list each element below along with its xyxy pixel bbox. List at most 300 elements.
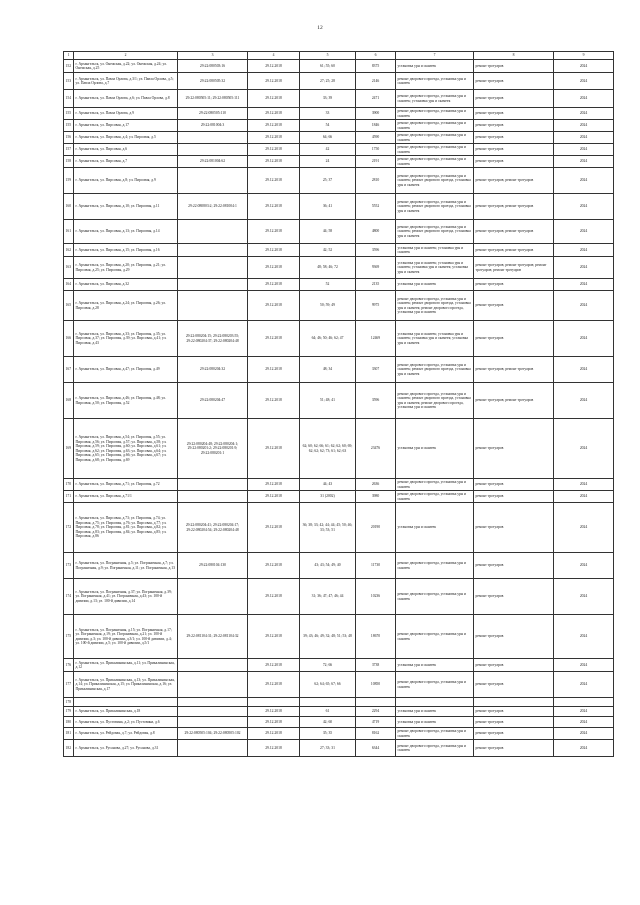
row-number: 156 (64, 132, 74, 144)
area-cell: 12469 (356, 321, 396, 357)
address-cell: г. Архангельск, ул. Пирсовая, д.10; ул. Пирсовая, д.11 (74, 194, 178, 220)
additional-works-cell: ремонт тротуаров; ремонт тротуаров; ремонт тротуаров; ремонт тротуаров (474, 257, 554, 279)
year-cell: 2024 (554, 156, 614, 168)
row-number: 169 (64, 419, 74, 479)
address-cell: г. Архангельск, ул. Пустовина, д.2; ул. Пустовина, д.6 (74, 717, 178, 728)
address-cell: г. Архангельск, ул. Пирсовая, д.4; ул. Пирсовая, д.5 (74, 132, 178, 144)
works-cell: ремонт дворового проезда, установка урн и скамеек (396, 132, 474, 144)
house-numbers-cell: 43; 43; 54; 49; 40 (300, 553, 356, 579)
house-numbers-cell: 42; 60 (300, 717, 356, 728)
row-number: 170 (64, 479, 74, 491)
house-numbers-cell: 48; 34 (300, 357, 356, 383)
works-cell: установка урн и скамеек (396, 707, 474, 717)
house-numbers-cell: 36; 41 (300, 194, 356, 220)
column-header-9: 9 (554, 52, 614, 60)
house-numbers-cell: 61 (300, 707, 356, 717)
page-number: 12 (317, 25, 323, 31)
additional-works-cell: ремонт тротуаров (474, 579, 554, 615)
row-number: 161 (64, 220, 74, 244)
row-number: 174 (64, 579, 74, 615)
table-row (64, 220, 614, 244)
column-header-2: 2 (74, 52, 178, 60)
area-cell: 8375 (356, 60, 396, 73)
works-cell: установка урн и скамеек; установка урн и скамеек; установка урн и скамеек; установка урн и скамеек (396, 321, 474, 357)
column-header-5: 5 (300, 52, 356, 60)
cadastral-cell: 29:22:081004:3 (178, 120, 248, 132)
house-numbers-cell (300, 698, 356, 707)
date-cell: 29.12.2018 (248, 553, 300, 579)
row-number: 152 (64, 60, 74, 73)
year-cell: 2024 (554, 672, 614, 698)
address-cell: г. Архангельск, ул. Пирсовая, д.20; ул. Пирсовая, д.21; ул. Пирсовая, д.25; ул. Пирсовая, д.29 (74, 257, 178, 279)
address-cell: г. Архангельск, ул. Пирсовая, д.71/1 (74, 491, 178, 503)
row-number: 180 (64, 717, 74, 728)
row-number: 177 (64, 672, 74, 698)
additional-works-cell: ремонт тротуаров (474, 108, 554, 120)
year-cell: 2024 (554, 491, 614, 503)
area-cell: 6344 (356, 740, 396, 757)
house-numbers-cell: 44; 58 (300, 220, 356, 244)
works-cell: ремонт дворового проезда, установка урн и скамеек (396, 156, 474, 168)
additional-works-cell: ремонт тротуаров (474, 659, 554, 672)
works-cell: ремонт дворового проезда, установка урн и скамеек; ремонт дворового проезда, установка урн и скамеек; ремонт дворового проезда, установка урн и скамеек (396, 291, 474, 321)
additional-works-cell: ремонт тротуаров (474, 717, 554, 728)
address-cell: г. Архангельск, ул. Павла Орлова, д.3/1; ул. Павла Орлова, д.5; ул. Павла Орлова, д.7 (74, 73, 178, 90)
table-row (64, 279, 614, 291)
address-cell: г. Архангельск, ул. Рейдовая, д.7; ул. Рейдовая, д.8 (74, 728, 178, 740)
cadastral-cell (178, 244, 248, 257)
cadastral-cell: 29:22:080204:41; 29:22:080204:17; 29:22:080204:54; 29:22:080204:48 (178, 503, 248, 553)
additional-works-cell: ремонт тротуаров (474, 503, 554, 553)
additional-works-cell: ремонт тротуаров; ремонт тротуаров (474, 357, 554, 383)
works-cell: ремонт дворового проезда, установка урн и скамеек (396, 491, 474, 503)
table-row (64, 659, 614, 672)
row-number: 178 (64, 698, 74, 707)
year-cell: 2024 (554, 144, 614, 156)
area-cell: 4590 (356, 132, 396, 144)
date-cell: 29.12.2018 (248, 168, 300, 194)
date-cell: 29.12.2018 (248, 194, 300, 220)
house-numbers-cell: 33; 39 (300, 90, 356, 108)
area-cell: 2810 (356, 168, 396, 194)
date-cell: 29.12.2018 (248, 383, 300, 419)
table-row (64, 553, 614, 579)
area-cell: 3900 (356, 108, 396, 120)
address-cell: г. Архангельск, ул. Русанова, д.27; ул. Русанова, д.31 (74, 740, 178, 757)
table-row (64, 698, 614, 707)
additional-works-cell: ремонт тротуаров (474, 491, 554, 503)
table-row (64, 503, 614, 553)
date-cell: 29.12.2018 (248, 707, 300, 717)
table-row (64, 717, 614, 728)
cadastral-cell: 29:22:080204:32 (178, 357, 248, 383)
date-cell: 29.12.2018 (248, 108, 300, 120)
year-cell: 2024 (554, 579, 614, 615)
works-cell: ремонт дворового проезда, установка урн и скамеек (396, 672, 474, 698)
row-number: 162 (64, 244, 74, 257)
year-cell: 2024 (554, 60, 614, 73)
area-cell: 5552 (356, 194, 396, 220)
date-cell: 29.12.2018 (248, 479, 300, 491)
additional-works-cell: ремонт тротуаров (474, 419, 554, 479)
table-row (64, 615, 614, 659)
area-cell: 1846 (356, 120, 396, 132)
additional-works-cell: ремонт тротуаров (474, 60, 554, 73)
cadastral-cell: 29:22:080204:48; 29:22:080204:1; 29:22:080201:2; 29:22:080201:9; 29:22:080201:1 (178, 419, 248, 479)
column-header-6: 6 (356, 52, 396, 60)
date-cell (248, 698, 300, 707)
row-number: 182 (64, 740, 74, 757)
cadastral-cell: 29:22:081104:31; 29:22:081104:32 (178, 615, 248, 659)
cadastral-cell (178, 579, 248, 615)
area-cell: 9975 (356, 291, 396, 321)
cadastral-cell: 29:22:080803:2; 29:22:081004:1 (178, 194, 248, 220)
house-numbers-cell: 25; 37 (300, 168, 356, 194)
cadastral-cell (178, 220, 248, 244)
date-cell: 29.12.2018 (248, 321, 300, 357)
column-header-7: 7 (396, 52, 474, 60)
works-cell: ремонт дворового проезда, установка урн и скамеек; ремонт дворового проезда, установка урн и скамеек (396, 220, 474, 244)
area-cell: 20190 (356, 503, 396, 553)
year-cell: 2024 (554, 553, 614, 579)
area-cell: 8162 (356, 728, 396, 740)
house-numbers-cell: 31; 36; 47; 47; 46; 44 (300, 579, 356, 615)
house-numbers-cell: 39; 43; 46; 49; 32; 48; 51; 53; 48 (300, 615, 356, 659)
table-row (64, 108, 614, 120)
area-cell: 3596 (356, 383, 396, 419)
date-cell: 29.12.2018 (248, 717, 300, 728)
header-row (64, 52, 614, 60)
cadastral-cell (178, 168, 248, 194)
works-cell: ремонт дворового проезда, установка урн и скамеек (396, 108, 474, 120)
cadastral-cell (178, 132, 248, 144)
year-cell: 2024 (554, 132, 614, 144)
row-number: 179 (64, 707, 74, 717)
works-cell: ремонт дворового проезда, установка урн и скамеек; ремонт дворового проезда, установка урн и скамеек (396, 168, 474, 194)
cadastral-cell: 29:22:080204:15; 29:22:080203:55; 29:22:080204:37; 29:22:080204:48 (178, 321, 248, 357)
date-cell: 29.12.2018 (248, 120, 300, 132)
area-cell: 10236 (356, 579, 396, 615)
date-cell: 29.12.2018 (248, 740, 300, 757)
year-cell: 2024 (554, 707, 614, 717)
works-cell: ремонт дворового проезда, установка урн и скамеек (396, 120, 474, 132)
year-cell: 2024 (554, 357, 614, 383)
house-numbers-cell: 24 (300, 156, 356, 168)
house-numbers-cell: 64; 66 (300, 132, 356, 144)
year-cell: 2024 (554, 291, 614, 321)
row-number: 154 (64, 90, 74, 108)
row-number: 160 (64, 194, 74, 220)
works-cell: установка урн и скамеек; установка урн и скамеек; установка урн и скамеек; установка урн и скамеек (396, 257, 474, 279)
date-cell: 29.12.2018 (248, 60, 300, 73)
area-cell: 3307 (356, 357, 396, 383)
works-cell: установка урн и скамеек (396, 503, 474, 553)
works-cell: ремонт дворового проезда, установка урн и скамеек (396, 73, 474, 90)
address-cell: г. Архангельск, ул. Пирсовая, д.33; ул. Пирсовая, д.35; ул. Пирсовая, д.37; ул. Пирсовая, д.39; ул. Пирсовая, д.41; ул. Пирсовая, д.43 (74, 321, 178, 357)
area-cell: 3738 (356, 659, 396, 672)
cadastral-cell (178, 491, 248, 503)
additional-works-cell: ремонт тротуаров (474, 120, 554, 132)
area-cell: 3980 (356, 491, 396, 503)
house-numbers-cell: 52 (300, 279, 356, 291)
date-cell: 29.12.2018 (248, 291, 300, 321)
cadastral-cell (178, 717, 248, 728)
address-cell: г. Архангельск, ул. Пирсовая, д.13; ул. Пирсовая, д.14 (74, 220, 178, 244)
year-cell: 2024 (554, 728, 614, 740)
works-cell: установка урн и скамеек (396, 717, 474, 728)
year-cell: 2024 (554, 90, 614, 108)
additional-works-cell (474, 698, 554, 707)
cadastral-cell: 29:22:080204:47 (178, 383, 248, 419)
area-cell: 4800 (356, 220, 396, 244)
additional-works-cell: ремонт тротуаров (474, 291, 554, 321)
date-cell: 29.12.2018 (248, 279, 300, 291)
house-numbers-cell: 62; 64; 65; 67; 66 (300, 672, 356, 698)
date-cell: 29.12.2018 (248, 257, 300, 279)
cadastral-cell (178, 740, 248, 757)
cadastral-cell: 29:22:080104:130 (178, 553, 248, 579)
table-row (64, 60, 614, 73)
house-numbers-cell: 35; 35 (300, 728, 356, 740)
cadastral-cell (178, 257, 248, 279)
date-cell: 29.12.2018 (248, 244, 300, 257)
address-cell: г. Архангельск, ул. Пирсовая, д.8; ул. Пирсовая, д.9 (74, 168, 178, 194)
row-number: 173 (64, 553, 74, 579)
house-numbers-cell: 44; 43 (300, 479, 356, 491)
table-row (64, 168, 614, 194)
table-row (64, 194, 614, 220)
cadastral-cell (178, 672, 248, 698)
works-cell: ремонт дворового проезда, установка урн и скамеек (396, 579, 474, 615)
date-cell: 29.12.2018 (248, 220, 300, 244)
additional-works-cell: ремонт тротуаров (474, 553, 554, 579)
row-number: 176 (64, 659, 74, 672)
column-header-1: 1 (64, 52, 74, 60)
address-cell: г. Архангельск, ул. Пирсовая, д.6 (74, 144, 178, 156)
column-header-8: 8 (474, 52, 554, 60)
row-number: 163 (64, 257, 74, 279)
cadastral-cell (178, 479, 248, 491)
year-cell: 2024 (554, 194, 614, 220)
table-row (64, 244, 614, 257)
table-row (64, 672, 614, 698)
row-number: 164 (64, 279, 74, 291)
year-cell: 2024 (554, 503, 614, 553)
row-number: 155 (64, 108, 74, 120)
additional-works-cell: ремонт тротуаров (474, 479, 554, 491)
works-cell (396, 698, 474, 707)
area-cell: 2191 (356, 156, 396, 168)
row-number: 168 (64, 383, 74, 419)
works-cell: ремонт дворового проезда, установка урн и скамеек (396, 740, 474, 757)
year-cell: 2024 (554, 419, 614, 479)
row-number: 155 (64, 120, 74, 132)
house-numbers-cell: 50; 59; 49 (300, 291, 356, 321)
address-cell: г. Архангельск, ул. Пирсовая, д.47; ул. Пирсовая, д.49 (74, 357, 178, 383)
area-cell: 3596 (356, 244, 396, 257)
cadastral-cell: 29:22:080505:32 (178, 73, 248, 90)
address-cell: г. Архангельск, ул. Пирсовая, д.73; ул. Пирсовая, д.74; ул. Пирсовая, д.75; ул. Пирсовая, д.76; ул. Пирсовая, д.77; ул. Пирсовая, д.78; ул. Пирсовая, д.81; ул. Пирсовая, д.82; ул. Пирсовая, д.83; ул. Пирсовая, д.84; ул. Пирсовая, д.85; ул. Пирсовая, д.86 (74, 503, 178, 553)
works-cell: ремонт дворового проезда, установка урн и скамеек (396, 144, 474, 156)
row-number: 166 (64, 321, 74, 357)
cadastral-cell: 29:22:080505:110 (178, 108, 248, 120)
cadastral-cell: 29:22:080503:16 (178, 60, 248, 73)
year-cell: 2024 (554, 479, 614, 491)
address-cell: г. Архангельск, ул. Пирсовая, д.7 (74, 156, 178, 168)
area-cell: 23476 (356, 419, 396, 479)
additional-works-cell: ремонт тротуаров; ремонт тротуаров (474, 168, 554, 194)
works-cell: ремонт дворового проезда, установка урн и скамеек; ремонт дворового проезда, установка урн и скамеек; ремонт дворового проезда, установка урн и скамеек (396, 383, 474, 419)
address-cell: г. Архангельск, ул. Пирсовая, д.54; ул. Пирсовая, д.55; ул. Пирсовая, д.56; ул. Пирсовая, д.57; ул. Пирсовая, д.58; ул. Пирсовая, д.59; ул. Пирсовая, д.60; ул. Пирсовая, д.61; ул. Пирсовая, д.62; ул. Пирсовая, д.63; ул. Пирсовая, д.64; ул. Пирсовая, д.65; ул. Пирсовая, д.66; ул. Пирсовая, д.67; ул. Пирсовая, д.68; ул. Пирсовая, д.69 (74, 419, 178, 479)
year-cell: 2024 (554, 659, 614, 672)
works-cell: ремонт дворового проезда, установка урн и скамеек (396, 728, 474, 740)
works-cell: ремонт дворового проезда, установка урн и скамеек (396, 615, 474, 659)
house-numbers-cell: 72; 66 (300, 659, 356, 672)
row-number: 165 (64, 291, 74, 321)
table-row (64, 90, 614, 108)
row-number: 167 (64, 357, 74, 383)
house-numbers-cell: 42 (300, 144, 356, 156)
row-number: 181 (64, 728, 74, 740)
year-cell: 2024 (554, 108, 614, 120)
year-cell: 2024 (554, 257, 614, 279)
area-cell: 2471 (356, 90, 396, 108)
additional-works-cell: ремонт тротуаров (474, 672, 554, 698)
row-number: 157 (64, 144, 74, 156)
additional-works-cell: ремонт тротуаров; ремонт тротуаров (474, 383, 554, 419)
table-row (64, 144, 614, 156)
year-cell (554, 698, 614, 707)
house-numbers-cell: 36; 38; 33; 42; 44; 44; 45; 50; 46; 33; 53; 51 (300, 503, 356, 553)
date-cell: 29.12.2018 (248, 73, 300, 90)
house-numbers-cell: 27; 25; 28 (300, 73, 356, 90)
works-cell: установка урн и скамеек (396, 419, 474, 479)
table-row (64, 321, 614, 357)
address-cell: г. Архангельск, ул. Павла Орлова, д.9 (74, 108, 178, 120)
works-cell: ремонт дворового проезда, установка урн и скамеек (396, 553, 474, 579)
works-cell: установка урн и скамеек (396, 60, 474, 73)
works-cell: ремонт дворового проезда, установка урн и скамеек; ремонт дворового проезда, установка урн и скамеек (396, 357, 474, 383)
house-numbers-cell: 31 (2002) (300, 491, 356, 503)
house-numbers-cell: 27; 33; 31 (300, 740, 356, 757)
year-cell: 2024 (554, 168, 614, 194)
row-number: 172 (64, 503, 74, 553)
house-numbers-cell: 62; 60; 62; 66; 61; 62; 62; 60; 69; 62; 62; 62; 73; 61; 62; 63 (300, 419, 356, 479)
date-cell: 29.12.2018 (248, 659, 300, 672)
area-cell: 2146 (356, 73, 396, 90)
house-numbers-cell: 33 (300, 108, 356, 120)
table-row (64, 728, 614, 740)
table-row (64, 419, 614, 479)
row-number: 159 (64, 168, 74, 194)
house-numbers-cell: 42; 52 (300, 244, 356, 257)
address-cell (74, 698, 178, 707)
row-number: 153 (64, 73, 74, 90)
date-cell: 29.12.2018 (248, 144, 300, 156)
additional-works-cell: ремонт тротуаров (474, 90, 554, 108)
cadastral-cell: 29:22:080505:11; 29:22:080505:111 (178, 90, 248, 108)
additional-works-cell: ремонт тротуаров; ремонт тротуаров (474, 194, 554, 220)
area-cell: 18670 (356, 615, 396, 659)
area-cell: 4719 (356, 717, 396, 728)
works-cell: ремонт дворового проезда, установка урн и скамеек (396, 479, 474, 491)
additional-works-cell: ремонт тротуаров (474, 73, 554, 90)
additional-works-cell: ремонт тротуаров (474, 321, 554, 357)
cadastral-cell (178, 659, 248, 672)
date-cell: 29.12.2018 (248, 672, 300, 698)
year-cell: 2024 (554, 244, 614, 257)
address-cell: г. Архангельск, ул. Пирсовая, д.71; ул. Пирсовая, д.72 (74, 479, 178, 491)
address-cell: г. Архангельск, ул. Онежская, д.22; ул. Онежская, д.24; ул. Онежская, д.25 (74, 60, 178, 73)
additional-works-cell: ремонт тротуаров (474, 740, 554, 757)
date-cell: 29.12.2018 (248, 503, 300, 553)
date-cell: 29.12.2018 (248, 419, 300, 479)
date-cell: 29.12.2018 (248, 579, 300, 615)
additional-works-cell: ремонт тротуаров (474, 279, 554, 291)
additional-works-cell: ремонт тротуаров; ремонт тротуаров (474, 220, 554, 244)
additional-works-cell: ремонт тротуаров (474, 615, 554, 659)
address-cell: г. Архангельск, ул. Пограничная, д.5; ул. Пограничная, д.7; ул. Пограничная, д.9; ул. Пограничная, д.11; ул. Пограничная, д.13 (74, 553, 178, 579)
address-cell: г. Архангельск, ул. Пирсовая, д.17 (74, 120, 178, 132)
additional-works-cell: ремонт тротуаров (474, 728, 554, 740)
row-number: 175 (64, 615, 74, 659)
cadastral-cell (178, 698, 248, 707)
table-row (64, 479, 614, 491)
column-header-4: 4 (248, 52, 300, 60)
year-cell: 2024 (554, 615, 614, 659)
address-cell: г. Архангельск, ул. Пирсовая, д.46; ул. Пирсовая, д.48; ул. Пирсовая, д.50; ул. Пирсовая, д.52 (74, 383, 178, 419)
table-row (64, 491, 614, 503)
additional-works-cell: ремонт тротуаров (474, 144, 554, 156)
address-cell: г. Архангельск, ул. Пирсовая, д.15; ул. Пирсовая, д.16 (74, 244, 178, 257)
address-cell: г. Архангельск, ул. Прикалининская, д.13; ул. Прикалининская, д.14; ул. Прикалининская, д.15; ул. Прикалининская, д.16; ул. Прикалининская, д.17 (74, 672, 178, 698)
improvement-register-table (63, 51, 614, 757)
additional-works-cell: ремонт тротуаров (474, 707, 554, 717)
address-cell: г. Архангельск, ул. Пограничная, д.37; ул. Пограничная, д.39; ул. Пограничная, д.41; ул. Пограничная, д.43; ул. 100-й дивизии, д.13; ул. 100-й дивизии, д.14 (74, 579, 178, 615)
cadastral-cell (178, 291, 248, 321)
area-cell: 10850 (356, 672, 396, 698)
works-cell: ремонт дворового проезда, установка урн и скамеек; ремонт дворового проезда, установка урн и скамеек (396, 194, 474, 220)
year-cell: 2024 (554, 383, 614, 419)
works-cell: установка урн и скамеек (396, 659, 474, 672)
area-cell: 11730 (356, 553, 396, 579)
date-cell: 29.12.2018 (248, 357, 300, 383)
year-cell: 2024 (554, 73, 614, 90)
table-row (64, 740, 614, 757)
additional-works-cell: ремонт тротуаров (474, 132, 554, 144)
year-cell: 2024 (554, 321, 614, 357)
table-row (64, 257, 614, 279)
date-cell: 29.12.2018 (248, 615, 300, 659)
table-row (64, 73, 614, 90)
area-cell: 1750 (356, 144, 396, 156)
table-body (64, 60, 614, 757)
cadastral-cell (178, 707, 248, 717)
house-numbers-cell: 51; 48; 41 (300, 383, 356, 419)
column-header-3: 3 (178, 52, 248, 60)
area-cell: 9369 (356, 257, 396, 279)
table-row (64, 707, 614, 717)
area-cell: 2135 (356, 279, 396, 291)
table-row (64, 156, 614, 168)
year-cell: 2024 (554, 740, 614, 757)
works-cell: установка урн и скамеек; установка урн и скамеек (396, 244, 474, 257)
date-cell: 29.12.2018 (248, 728, 300, 740)
works-cell: ремонт дворового проезда, установка урн и скамеек; установка урн и скамеек (396, 90, 474, 108)
table-row (64, 579, 614, 615)
cadastral-cell: 29:22:080505:104; 29:22:080505:102 (178, 728, 248, 740)
table-row (64, 291, 614, 321)
